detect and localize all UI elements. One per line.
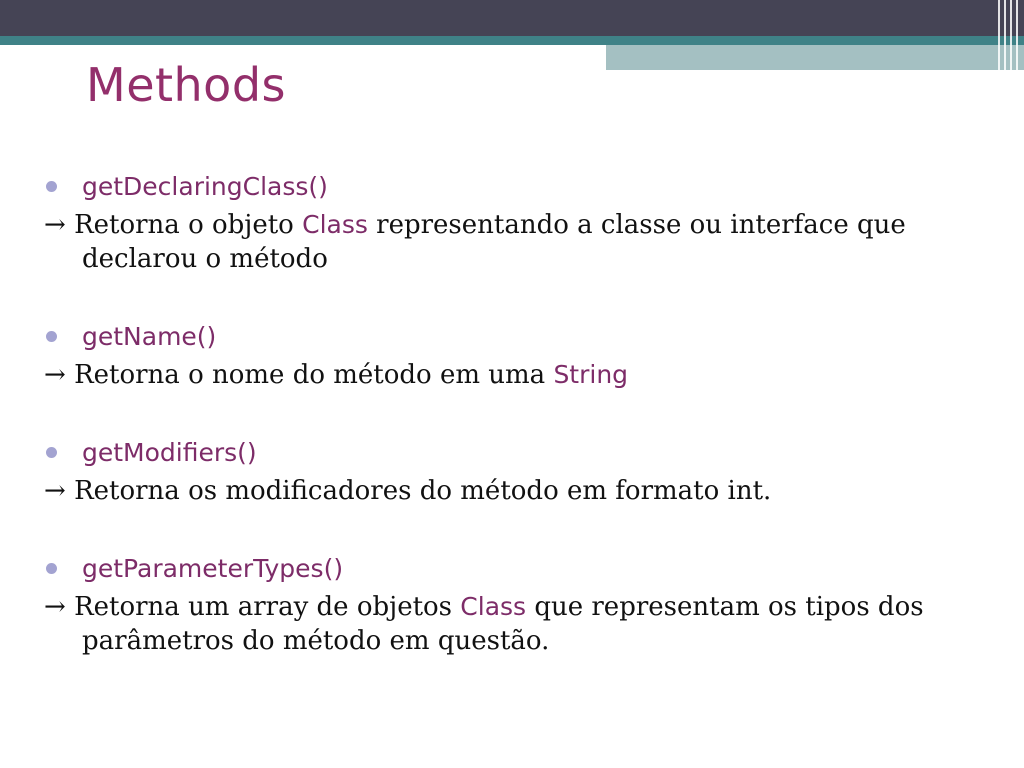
class-keyword: Class bbox=[460, 592, 527, 621]
method-bullet-line bbox=[0, 436, 1024, 474]
arrow-icon: → bbox=[44, 210, 66, 240]
method-description: → Retorna os modificadores do método em formato int. bbox=[44, 476, 772, 506]
slide-content bbox=[0, 170, 1024, 658]
method-name: getModifiers() bbox=[82, 438, 257, 467]
method-description: → Retorna o objeto Class representando a classe ou interface que declarou o método bbox=[44, 210, 906, 274]
method-bullet-line bbox=[0, 170, 1024, 208]
method-item bbox=[0, 552, 1024, 658]
arrow-icon: → bbox=[44, 476, 66, 506]
arrow-icon: → bbox=[44, 592, 66, 622]
arrow-icon: → bbox=[44, 360, 66, 390]
header-teal-band bbox=[0, 36, 1024, 45]
header-light-band bbox=[606, 45, 1024, 70]
bullet-icon bbox=[46, 563, 57, 574]
bullet-icon bbox=[46, 181, 57, 192]
method-bullet-line bbox=[0, 320, 1024, 358]
method-name: getDeclaringClass() bbox=[82, 172, 328, 201]
method-name: getParameterTypes() bbox=[82, 554, 344, 583]
bullet-icon bbox=[46, 447, 57, 458]
header-dark-band bbox=[0, 0, 1024, 36]
method-item bbox=[0, 320, 1024, 392]
class-keyword: Class bbox=[302, 210, 368, 239]
method-name: getName() bbox=[82, 322, 217, 351]
method-description: → Retorna o nome do método em uma String bbox=[44, 360, 629, 390]
header-decorative-lines bbox=[994, 0, 1024, 70]
slide-title: Methods bbox=[86, 58, 286, 112]
method-bullet-line bbox=[0, 552, 1024, 590]
method-item bbox=[0, 170, 1024, 276]
method-item bbox=[0, 436, 1024, 508]
bullet-icon bbox=[46, 331, 57, 342]
method-description: → Retorna um array de objetos Class que representam os tipos dos parâmetros do método em questão. bbox=[44, 592, 924, 656]
string-keyword: String bbox=[553, 360, 629, 389]
